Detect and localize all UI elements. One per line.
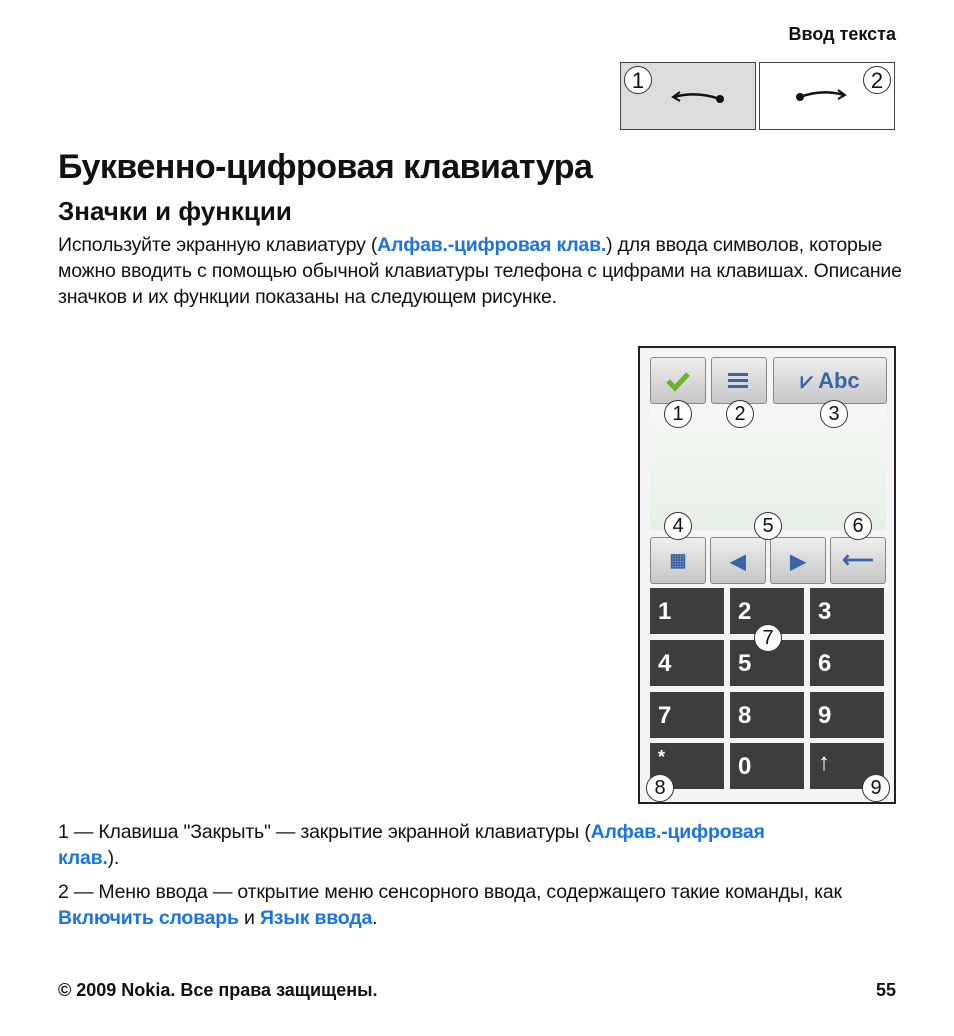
key-3: 3 bbox=[810, 588, 884, 634]
arrow-left-icon: ◀ bbox=[730, 551, 746, 573]
intro-text: ) для ввода символов, которые можно вводить с помощью обычной клавиатуры телефона с цифрами на клавишах. Описание значков и их функции показаны на следующем рисунке. bbox=[58, 234, 902, 308]
alphanumeric-keypad-link[interactable]: Алфав.-цифровая клав. bbox=[377, 234, 607, 256]
key-star: * bbox=[650, 743, 724, 789]
keyboard-illustration bbox=[638, 346, 896, 804]
section-header: Ввод текста bbox=[788, 24, 896, 44]
cursor-right-button bbox=[770, 537, 826, 584]
checkmark-icon bbox=[664, 367, 692, 395]
key-6: 6 bbox=[810, 640, 884, 686]
intro-text: Используйте экранную клавиатуру ( bbox=[58, 234, 378, 256]
input-mode-label: Abc bbox=[818, 368, 860, 393]
swipe-left-arrow-icon bbox=[666, 83, 726, 113]
item-1-description bbox=[58, 819, 818, 871]
item-text: 2 — Меню ввода — открытие меню сенсорного ввода, содержащего такие команды, как bbox=[58, 881, 842, 903]
item-text: и bbox=[238, 907, 260, 929]
callout-4: 4 bbox=[664, 512, 692, 540]
copyright: © 2009 Nokia. Все права защищены. bbox=[58, 980, 378, 1000]
item-2-description bbox=[58, 879, 878, 931]
backspace-icon: ⟵ bbox=[842, 547, 874, 572]
input-mode-button bbox=[773, 357, 887, 404]
callout-5: 5 bbox=[754, 512, 782, 540]
predictive-text-icon: ⩗ bbox=[800, 368, 813, 393]
backspace-button bbox=[830, 537, 886, 584]
page-number: 55 bbox=[875, 980, 896, 1000]
alphanumeric-keypad-link[interactable]: Алфав.-цифровая клав. bbox=[58, 821, 765, 869]
menu-icon bbox=[728, 371, 750, 391]
section-subtitle: Значки и функции bbox=[58, 196, 292, 226]
intro-paragraph bbox=[58, 232, 908, 310]
key-1: 1 bbox=[650, 588, 724, 634]
input-language-link[interactable]: Язык ввода bbox=[259, 907, 373, 929]
page-title: Буквенно-цифровая клавиатура bbox=[58, 148, 593, 186]
key-9: 9 bbox=[810, 692, 884, 738]
gesture-number: 1 bbox=[624, 66, 652, 94]
gesture-swipe-left bbox=[620, 62, 756, 130]
input-menu-button bbox=[711, 357, 767, 404]
callout-6: 6 bbox=[844, 512, 872, 540]
key-7: 7 bbox=[650, 692, 724, 738]
gesture-number: 2 bbox=[863, 66, 891, 94]
key-0: 0 bbox=[730, 743, 804, 789]
gesture-swipe-right bbox=[759, 62, 895, 130]
callout-2: 2 bbox=[726, 400, 754, 428]
key-4: 4 bbox=[650, 640, 724, 686]
callout-7: 7 bbox=[754, 624, 782, 652]
callout-8: 8 bbox=[646, 774, 674, 802]
callout-9: 9 bbox=[862, 774, 890, 802]
item-text: 1 — Клавиша "Закрыть" — закрытие экранной клавиатуры ( bbox=[58, 821, 591, 843]
key-5: 5 bbox=[730, 640, 804, 686]
item-text: ). bbox=[107, 847, 120, 869]
key-shift: ↑ bbox=[810, 743, 884, 789]
key-8: 8 bbox=[730, 692, 804, 738]
close-button bbox=[650, 357, 706, 404]
item-text: . bbox=[372, 907, 378, 929]
keyboard-switch-button bbox=[650, 537, 706, 584]
arrow-right-icon: ▶ bbox=[790, 551, 806, 573]
callout-1: 1 bbox=[664, 400, 692, 428]
swipe-right-arrow-icon bbox=[792, 83, 852, 113]
enable-dictionary-link[interactable]: Включить словарь bbox=[58, 907, 239, 929]
keyboard-icon: ▦ bbox=[669, 550, 687, 570]
callout-3: 3 bbox=[820, 400, 848, 428]
key-2: 2 bbox=[730, 588, 804, 634]
cursor-left-button bbox=[710, 537, 766, 584]
